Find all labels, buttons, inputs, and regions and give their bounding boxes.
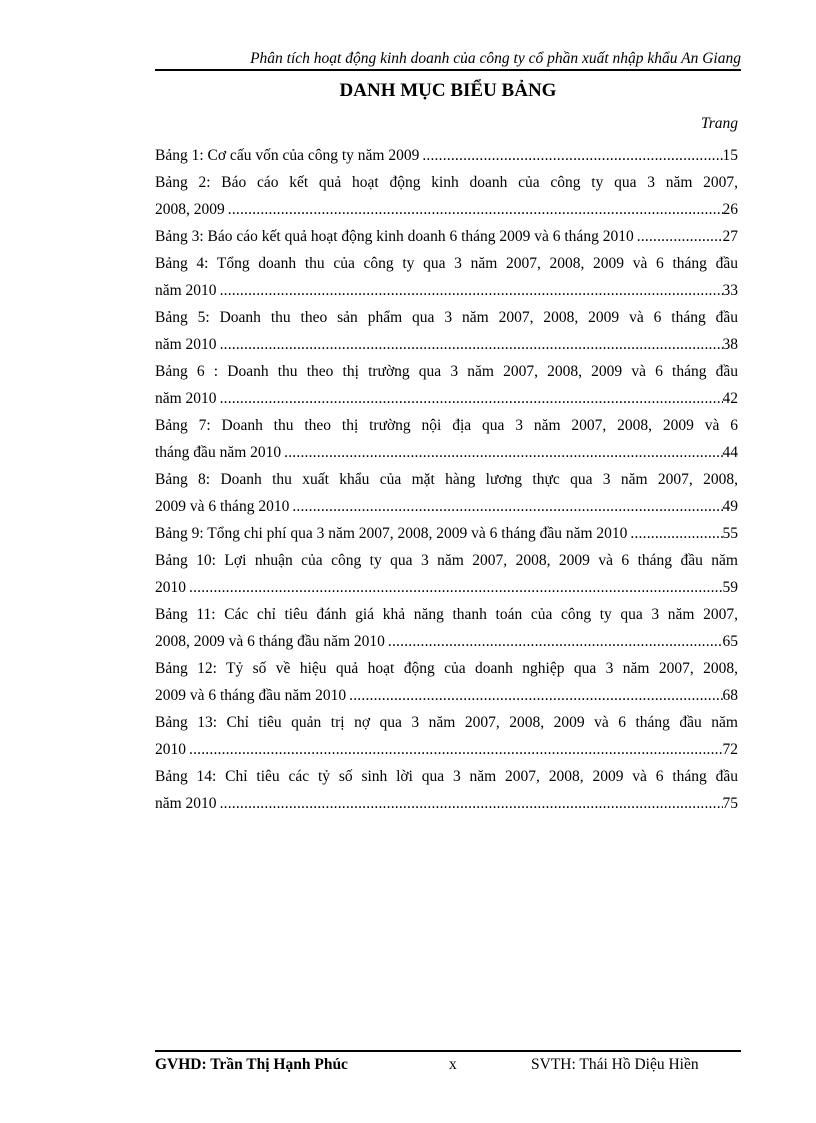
toc-entry-title: 2008, 2009 <box>155 201 225 218</box>
toc-entry-page: 55 <box>722 525 738 542</box>
toc-entry-title-line: Bảng 11: Các chỉ tiêu đánh giá khả năng thanh toán của công ty qua 3 năm 2007, <box>155 606 738 623</box>
toc-entry-title: năm 2010 <box>155 282 217 299</box>
toc-entry-title: Bảng 1: Cơ cấu vốn của công ty năm 2009 <box>155 147 420 164</box>
toc-entry-title-line: Bảng 12: Tỷ số về hiệu quả hoạt động của doanh nghiệp qua 3 năm 2007, 2008, <box>155 660 738 677</box>
footer-page-number: x <box>449 1056 457 1073</box>
toc-entry-page: 68 <box>722 687 738 704</box>
toc-entry[interactable] <box>155 655 738 709</box>
toc-entry-title: 2009 và 6 tháng đầu năm 2010 <box>155 687 347 704</box>
page-column-label: Trang <box>700 115 738 132</box>
dot-leader <box>220 277 723 304</box>
dot-leader <box>220 331 723 358</box>
running-header: Phân tích hoạt động kinh doanh của công ty cổ phần xuất nhập khẩu An Giang <box>250 50 741 67</box>
toc-entry[interactable] <box>155 466 738 520</box>
toc-entry[interactable] <box>155 601 738 655</box>
footer-student: SVTH: Thái Hồ Diệu Hiền <box>531 1056 699 1073</box>
toc-entry-title: năm 2010 <box>155 795 217 812</box>
dot-leader <box>220 385 723 412</box>
toc-entry-title-line: Bảng 4: Tổng doanh thu của công ty qua 3 năm 2007, 2008, 2009 và 6 tháng đầu <box>155 255 738 272</box>
toc-entry-title: 2009 và 6 tháng 2010 <box>155 498 290 515</box>
toc-entry[interactable] <box>155 763 738 817</box>
dot-leader <box>388 628 723 655</box>
toc-entry-page: 65 <box>722 633 738 650</box>
toc-entry[interactable] <box>155 412 738 466</box>
toc-entry-page: 59 <box>722 579 738 596</box>
toc-entry-title: tháng đầu năm 2010 <box>155 444 282 461</box>
toc-entry-title-line: Bảng 10: Lợi nhuận của công ty qua 3 năm 2007, 2008, 2009 và 6 tháng đầu năm <box>155 552 738 569</box>
toc-entry-title-line: Bảng 13: Chỉ tiêu quản trị nợ qua 3 năm 2007, 2008, 2009 và 6 tháng đầu năm <box>155 714 738 731</box>
table-list <box>155 142 738 817</box>
toc-entry-page: 42 <box>722 390 738 407</box>
toc-entry-page: 33 <box>722 282 738 299</box>
page-title: DANH MỤC BIỂU BẢNG <box>339 80 557 101</box>
toc-entry-title-line: Bảng 7: Doanh thu theo thị trường nội địa qua 3 năm 2007, 2008, 2009 và 6 <box>155 417 738 434</box>
toc-entry[interactable] <box>155 304 738 358</box>
toc-entry-title-line: Bảng 2: Báo cáo kết quả hoạt động kinh doanh của công ty qua 3 năm 2007, <box>155 174 738 191</box>
toc-entry[interactable] <box>155 223 738 250</box>
toc-entry[interactable] <box>155 547 738 601</box>
footer-advisor: GVHD: Trần Thị Hạnh Phúc <box>155 1056 348 1073</box>
toc-entry-page: 44 <box>722 444 738 461</box>
toc-entry-title: Bảng 9: Tổng chi phí qua 3 năm 2007, 2008, 2009 và 6 tháng đầu năm 2010 <box>155 525 628 542</box>
toc-entry-title: 2010 <box>155 741 186 758</box>
dot-leader <box>189 736 723 763</box>
toc-entry-page: 72 <box>722 741 738 758</box>
toc-entry-title: năm 2010 <box>155 336 217 353</box>
toc-entry[interactable] <box>155 709 738 763</box>
header-rule <box>155 69 741 71</box>
toc-entry-title-line: Bảng 8: Doanh thu xuất khẩu của mặt hàng lương thực qua 3 năm 2007, 2008, <box>155 471 738 488</box>
dot-leader <box>637 223 723 250</box>
toc-entry[interactable] <box>155 142 738 169</box>
dot-leader <box>220 790 723 817</box>
dot-leader <box>422 142 722 169</box>
footer-rule <box>155 1050 741 1052</box>
toc-entry-page: 49 <box>722 498 738 515</box>
toc-entry-page: 27 <box>722 228 738 245</box>
toc-entry-page: 75 <box>722 795 738 812</box>
dot-leader <box>284 439 722 466</box>
toc-entry-page: 15 <box>722 147 738 164</box>
toc-entry[interactable] <box>155 250 738 304</box>
toc-entry-page: 26 <box>722 201 738 218</box>
toc-entry-page: 38 <box>722 336 738 353</box>
dot-leader <box>228 196 723 223</box>
toc-entry-title-line: Bảng 5: Doanh thu theo sản phẩm qua 3 năm 2007, 2008, 2009 và 6 tháng đầu <box>155 309 738 326</box>
toc-entry[interactable] <box>155 520 738 547</box>
dot-leader <box>630 520 722 547</box>
toc-entry-title: 2010 <box>155 579 186 596</box>
toc-entry[interactable] <box>155 358 738 412</box>
toc-entry-title-line: Bảng 6 : Doanh thu theo thị trường qua 3 năm 2007, 2008, 2009 và 6 tháng đầu <box>155 363 738 380</box>
dot-leader <box>189 574 723 601</box>
toc-entry-title-line: Bảng 14: Chỉ tiêu các tỷ số sinh lời qua 3 năm 2007, 2008, 2009 và 6 tháng đầu <box>155 768 738 785</box>
dot-leader <box>292 493 722 520</box>
toc-entry-title: Bảng 3: Báo cáo kết quả hoạt động kinh doanh 6 tháng 2009 và 6 tháng 2010 <box>155 228 634 245</box>
toc-entry[interactable] <box>155 169 738 223</box>
toc-entry-title: 2008, 2009 và 6 tháng đầu năm 2010 <box>155 633 385 650</box>
dot-leader <box>349 682 722 709</box>
toc-entry-title: năm 2010 <box>155 390 217 407</box>
